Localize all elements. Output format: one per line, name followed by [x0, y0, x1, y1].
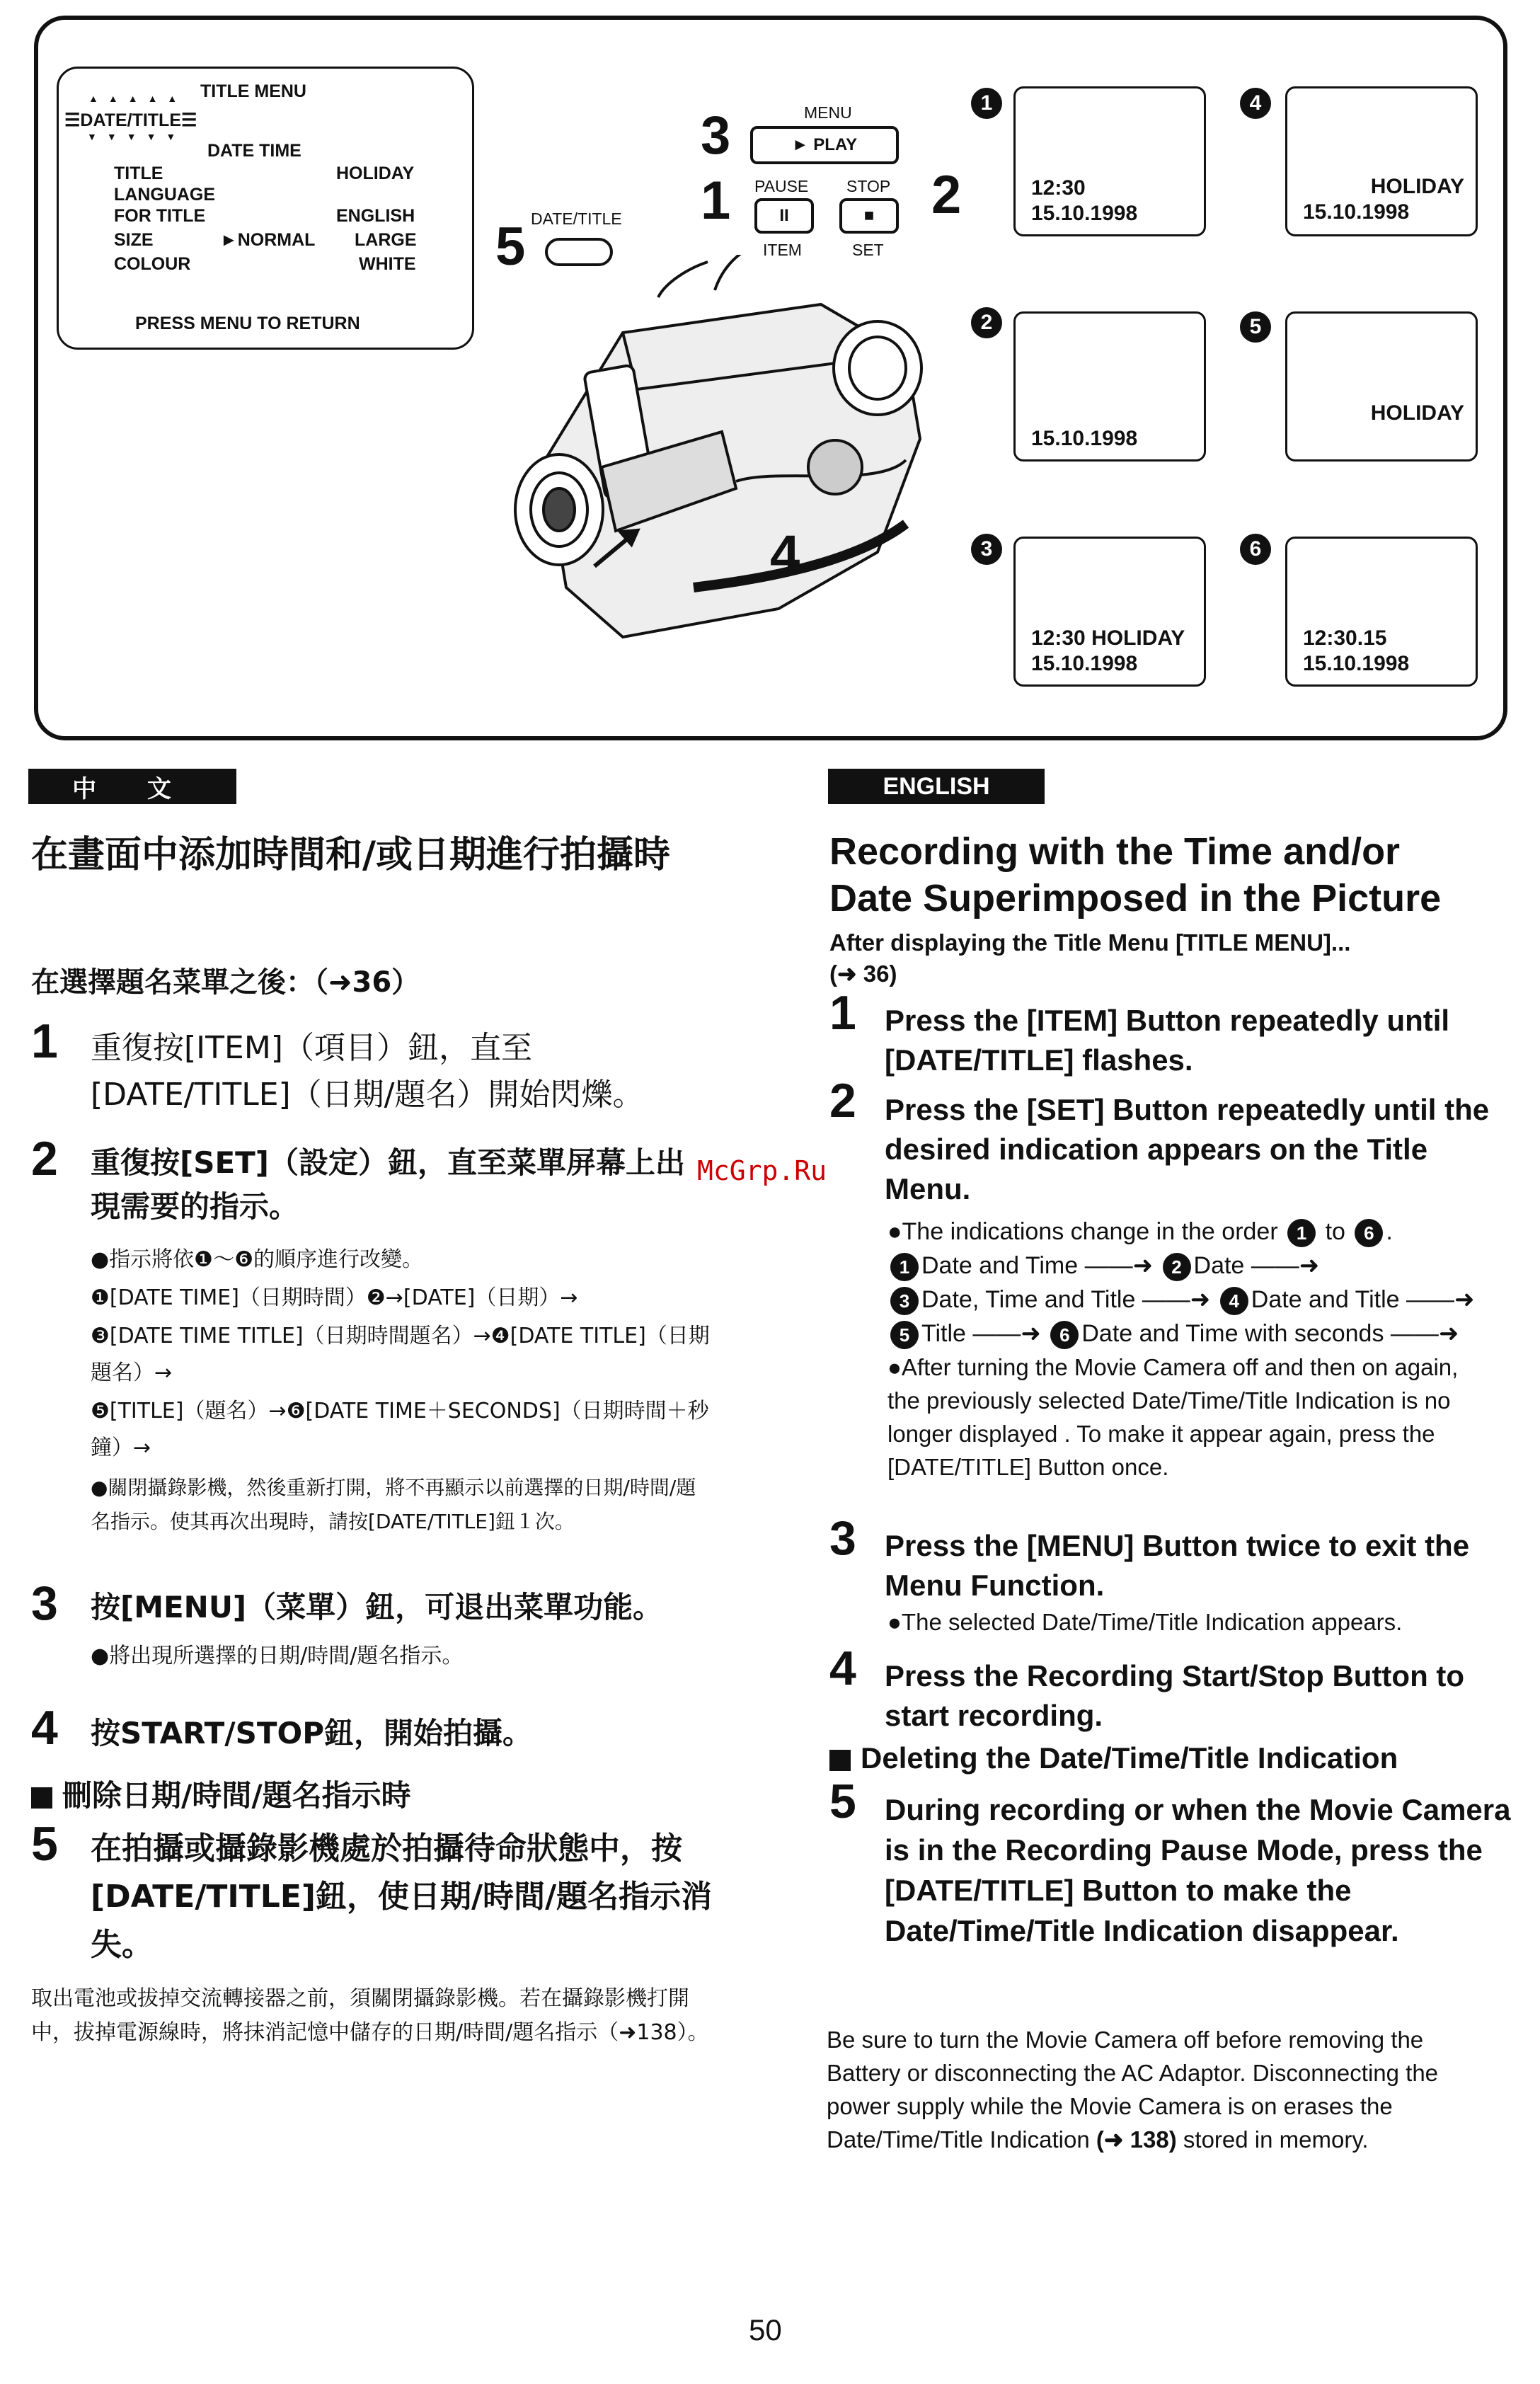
zh-step-3: 按[MENU]（菜單）鈕，可退出菜單功能。 — [91, 1590, 663, 1624]
menu-row-label: TITLE — [114, 164, 163, 183]
en-step-3-number: 3 — [829, 1511, 856, 1565]
camcorder-illustration — [481, 255, 962, 694]
circle-4-icon: 4 — [1220, 1287, 1248, 1315]
zh-after-menu: 在選擇題名菜單之後：（➜36） — [31, 966, 420, 999]
menu-row-value: HOLIDAY — [336, 164, 415, 183]
menu-footer: PRESS MENU TO RETURN — [135, 314, 360, 333]
screen-line-1: 12:30 — [1031, 176, 1086, 200]
en-seq-2: 3 Date, Time and Title ——➜ 4 Date and Title ——➜ — [887, 1283, 1475, 1317]
display-screen-4 — [1285, 86, 1478, 236]
en-step-4-number: 4 — [829, 1641, 856, 1695]
zh-power-note: 取出電池或拔掉交流轉接器之前，須關閉攝錄影機。若在攝錄影機打開中，拔掉電源線時，將抹消記憶中儲存的日期/時間/題名指示（➜138）。 — [31, 1986, 709, 2045]
pause-item-button: II — [754, 198, 814, 234]
menu-row-label: LANGUAGE — [114, 185, 216, 205]
zh-seq-1: ❶[DATE TIME]（日期時間）❷→[DATE]（日期）→ — [91, 1285, 578, 1310]
screen-line-1: HOLIDAY — [1370, 401, 1464, 425]
en-step-3: Press the [MENU] Button twice to exit the Menu Function. — [885, 1529, 1470, 1602]
en-delete-heading: Deleting the Date/Time/Title Indication — [829, 1741, 1398, 1775]
circle-6-icon: 6 — [1050, 1321, 1079, 1349]
menu-row-value: ENGLISH — [336, 206, 415, 226]
zh-seq-3: ❺[TITLE]（題名）→❻[DATE TIME＋SECONDS]（日期時間＋秒鐘）→ — [91, 1399, 709, 1460]
screen-line-2: 15.10.1998 — [1303, 200, 1410, 224]
chinese-tab: 中 文 — [28, 769, 236, 804]
badge-4-icon: 4 — [1240, 88, 1271, 119]
screen-line-1: HOLIDAY — [1370, 175, 1464, 198]
zh-bullet-appears: ●將出現所選擇的日期/時間/題名指示。 — [91, 1644, 464, 1668]
zh-step-4-number: 4 — [31, 1701, 58, 1755]
circle-1-icon: 1 — [1287, 1219, 1316, 1247]
zh-bullet-order: ●指示將依❶～❻的順序進行改變。 — [91, 1247, 423, 1272]
zh-step-5-number: 5 — [31, 1817, 58, 1871]
en-step-1: Press the [ITEM] Button repeatedly until [DATE/TITLE] flashes. — [885, 1004, 1450, 1077]
zh-bullet-power-off: ●關閉攝錄影機，然後重新打開，將不再顯示以前選擇的日期/時間/題名指示。使其再次出現時，請按[DATE/TITLE]鈕１次。 — [91, 1476, 696, 1533]
date-title-label: DATE/TITLE — [531, 210, 622, 228]
en-after-menu: After displaying the Title Menu [TITLE MENU]... (➜ 36) — [829, 929, 1351, 987]
zh-step-2-number: 2 — [31, 1132, 58, 1186]
watermark: McGrp.Ru — [697, 1155, 827, 1186]
en-bullet-power-off: ●After turning the Movie Camera off and then on again, the previously selected Date/Time/Title Indication is no longer displayed . To make it appear again, press the [DATE/TITLE] Button once. — [887, 1354, 1459, 1480]
pause-label: PAUSE — [754, 177, 809, 195]
display-screen-1 — [1013, 86, 1206, 236]
circle-2-icon: 2 — [1163, 1253, 1191, 1281]
en-step-4: Press the Recording Start/Stop Button to start recording. — [885, 1659, 1465, 1732]
display-screen-2 — [1013, 311, 1206, 462]
menu-flashing-item: ☰DATE/TITLE☰ — [64, 110, 197, 130]
circle-3-icon: 3 — [890, 1287, 919, 1315]
badge-2-icon: 2 — [971, 307, 1002, 338]
display-screen-6 — [1285, 537, 1478, 687]
menu-row-value: WHITE — [359, 254, 416, 274]
menu-row-label: FOR TITLE — [114, 206, 206, 226]
en-title: Recording with the Time and/or Date Superimposed in the Picture — [829, 830, 1442, 919]
flash-marks-top: ▲▲▲▲▲ — [88, 93, 188, 104]
screen-line-2: 15.10.1998 — [1303, 652, 1410, 675]
menu-row-value: LARGE — [355, 230, 417, 250]
badge-6-icon: 6 — [1240, 534, 1271, 565]
en-power-note: Be sure to turn the Movie Camera off before removing the Battery or disconnecting the AC Adaptor. Disconnecting the power supply while the Movie Camera is on erases the Date/Time/Title Indication (➜ 138) stored in memory. — [827, 2027, 1439, 2153]
callout-2: 2 — [931, 165, 962, 225]
badge-1-icon: 1 — [971, 88, 1002, 119]
menu-title: TITLE MENU — [200, 81, 306, 101]
en-step-5: During recording or when the Movie Camera is in the Recording Pause Mode, press the [DATE/TITLE] Button to make the Date/Time/Title Indication disappear. — [885, 1793, 1511, 1947]
stop-set-button: ■ — [839, 198, 899, 234]
en-step-2: Press the [SET] Button repeatedly until the desired indication appears on the Title Menu. — [885, 1093, 1490, 1205]
screen-line-2: 15.10.1998 — [1031, 202, 1138, 225]
zh-step-3-number: 3 — [31, 1576, 58, 1630]
callout-3: 3 — [701, 105, 731, 166]
callout-5: 5 — [495, 217, 526, 277]
en-bullet-appears: ●The selected Date/Time/Title Indication appears. — [887, 1609, 1403, 1635]
display-screen-3 — [1013, 537, 1206, 687]
menu-date-time: DATE TIME — [207, 141, 301, 161]
circle-6-icon: 6 — [1355, 1219, 1383, 1247]
en-bullet-order: ●The indications change in the order 1 to 6 . — [887, 1215, 1393, 1249]
flash-marks-bottom: ▼▼▼▼▼ — [87, 131, 186, 142]
zh-step-2: 重復按[SET]（設定）鈕，直至菜單屏幕上出現需要的指示。 — [91, 1145, 685, 1224]
circle-5-icon: 5 — [890, 1321, 919, 1349]
callout-1: 1 — [701, 171, 731, 231]
en-step-2-number: 2 — [829, 1074, 856, 1128]
display-screen-5 — [1285, 311, 1478, 462]
en-seq-3: 5 Title ——➜ 6 Date and Time with seconds ——➜ — [887, 1317, 1459, 1351]
badge-3-icon: 3 — [971, 534, 1002, 565]
english-tab: ENGLISH — [828, 769, 1045, 804]
stop-label: STOP — [846, 177, 891, 195]
play-menu-button: ► PLAY — [750, 126, 899, 164]
item-label: ITEM — [763, 241, 802, 259]
screen-line-1: 12:30.15 — [1303, 626, 1387, 650]
zh-step-5: 在拍攝或攝錄影機處於拍攝待命狀態中，按[DATE/TITLE]鈕，使日期/時間/題名指示消失。 — [91, 1830, 713, 1963]
zh-step-4: 按START/STOP鈕，開始拍攝。 — [91, 1716, 532, 1750]
zh-title: 在畫面中添加時間和/或日期進行拍攝時 — [31, 834, 670, 876]
circle-1-icon: 1 — [890, 1253, 919, 1281]
zh-step-1: 重復按[ITEM]（項目）鈕，直至[DATE/TITLE]（日期/題名）開始閃爍。 — [91, 1030, 644, 1113]
callout-4: 4 — [770, 525, 800, 585]
en-step-5-number: 5 — [829, 1775, 856, 1828]
zh-seq-2: ❸[DATE TIME TITLE]（日期時間題名）→❹[DATE TITLE]（日期題名）→ — [91, 1324, 710, 1385]
menu-row-label: COLOUR — [114, 254, 191, 274]
menu-row-label: SIZE — [114, 230, 154, 250]
page-number: 50 — [749, 2313, 782, 2346]
set-label: SET — [852, 241, 884, 259]
screen-line-2: 15.10.1998 — [1031, 427, 1138, 450]
en-seq-1: 1 Date and Time ——➜ 2 Date ——➜ — [887, 1249, 1319, 1283]
en-step-1-number: 1 — [829, 986, 856, 1040]
square-bullet-icon — [829, 1750, 851, 1771]
menu-row-mid: ►NORMAL — [220, 230, 316, 250]
badge-5-icon: 5 — [1240, 311, 1271, 343]
title-menu-screen — [57, 67, 474, 350]
screen-line-2: 15.10.1998 — [1031, 652, 1138, 675]
zh-step-1-number: 1 — [31, 1014, 58, 1068]
zh-delete-heading: 刪除日期/時間/題名指示時 — [31, 1772, 411, 1815]
square-bullet-icon — [31, 1787, 52, 1809]
menu-label: MENU — [804, 103, 852, 122]
screen-line-1: 12:30 HOLIDAY — [1031, 626, 1185, 650]
